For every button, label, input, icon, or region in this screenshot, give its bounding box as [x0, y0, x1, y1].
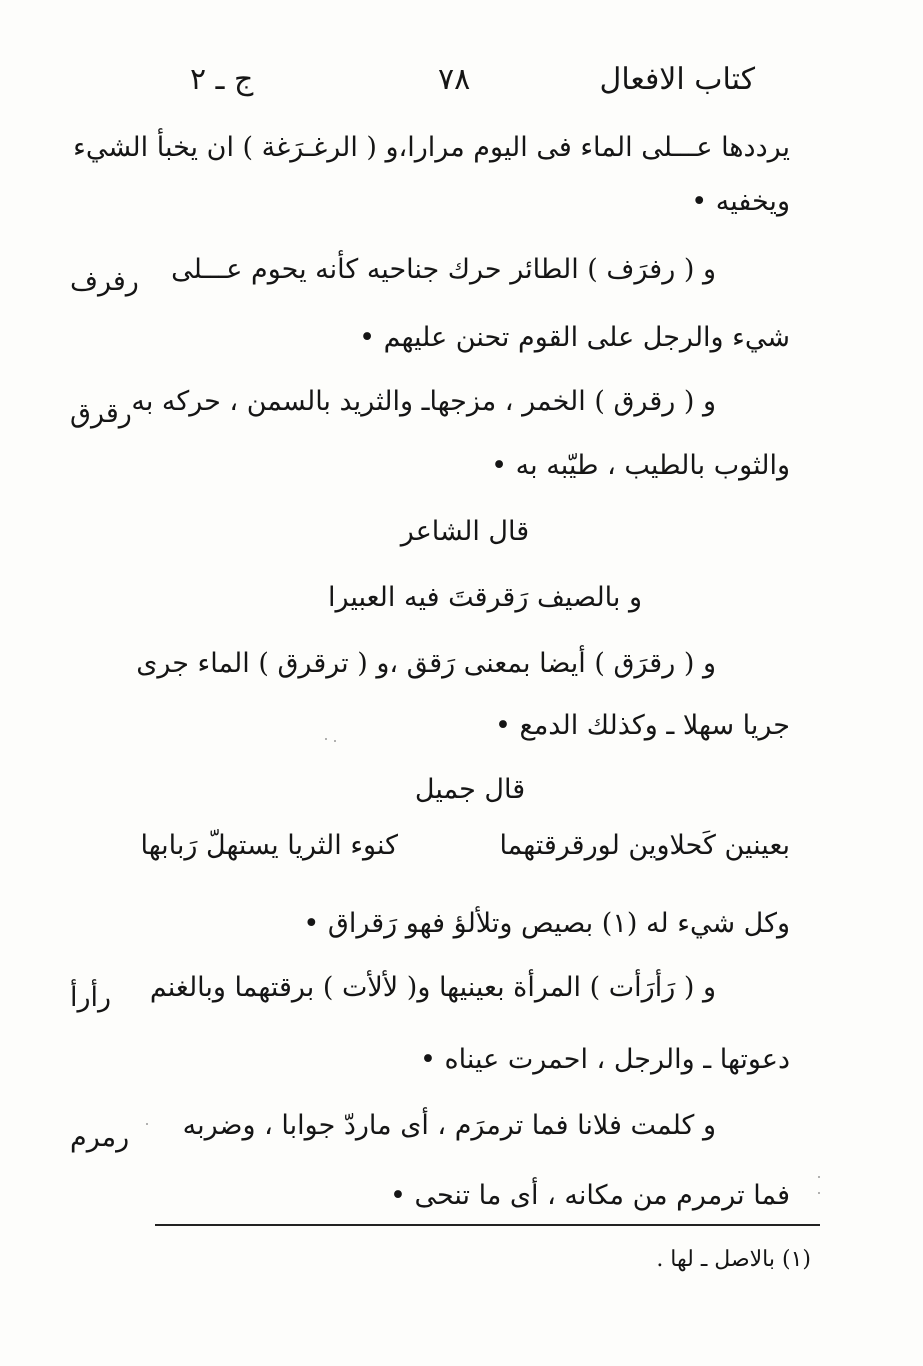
margin-headword-ra2ra2: رأرأ: [70, 982, 112, 1013]
page-number: ٧٨: [438, 62, 471, 97]
margin-headword-rafraf: رفرف: [70, 266, 139, 297]
margin-headword-raqraq: رقرق: [70, 398, 132, 429]
text-line-3: و ( رفرَف ) الطائر حرك جناحيه كأنه يحوم عـــلى: [171, 254, 716, 285]
text-line-14: و ( رَأرَأت ) المرأة بعينيها و( لألأت ) برقتهما وبالغنم: [149, 972, 716, 1003]
scan-speck: [818, 1192, 820, 1194]
verse-hemistich-1: بعينين كَحلاوين لورقرقتهما: [499, 830, 790, 861]
text-line-15: دعوتها ـ والرجل ، احمرت عيناه •: [419, 1044, 790, 1075]
text-line-2: ويخفيه •: [691, 186, 790, 217]
text-line-17: فما ترمرم من مكانه ، أى ما تنحى •: [389, 1180, 790, 1211]
text-line-16: و كلمت فلانا فما ترمرَم ، أى ماردّ جوابا ، وضربه: [182, 1110, 716, 1141]
verse-line-1: و بالصيف رَقرقتَ فيه العبيرا: [327, 582, 643, 613]
book-title: كتاب الافعال: [599, 62, 755, 97]
scan-speck: [325, 738, 327, 740]
text-line-4: شيء والرجل على القوم تحنن عليهم •: [359, 322, 790, 353]
text-line-13: وكل شيء له (١) بصيص وتلألؤ فهو رَقراق •: [303, 908, 790, 939]
text-line-5: و ( رقرق ) الخمر ، مزجهاـ والثريد بالسمن ، حركه به: [131, 386, 716, 417]
scan-speck: [818, 1176, 820, 1178]
text-line-1: يرددها عـــلى الماء فى اليوم مرارا،و ( الرغـرَغة ) ان يخبأ الشيء: [73, 132, 790, 163]
scan-speck: [146, 1123, 148, 1125]
poet-heading-2: قال جميل: [414, 774, 526, 805]
footnote-rule: [155, 1224, 820, 1226]
scan-speck: [334, 740, 336, 742]
volume-label: ج ـ ٢: [190, 62, 254, 97]
text-line-6: والثوب بالطيب ، طيّبه به •: [491, 450, 790, 481]
verse-hemistich-2: كنوء الثريا يستهلّ رَبابها: [140, 830, 398, 861]
margin-headword-ramram: رمرم: [70, 1122, 130, 1153]
footnote: (١) بالاصل ـ لها .: [656, 1247, 811, 1272]
text-line-9: و ( رقرَق ) أيضا بمعنى رَقق ،و ( ترقرق ) الماء جرى: [136, 648, 716, 679]
text-line-10: جريا سهلا ـ وكذلك الدمع •: [494, 710, 790, 741]
poet-heading-1: قال الشاعر: [400, 516, 530, 547]
